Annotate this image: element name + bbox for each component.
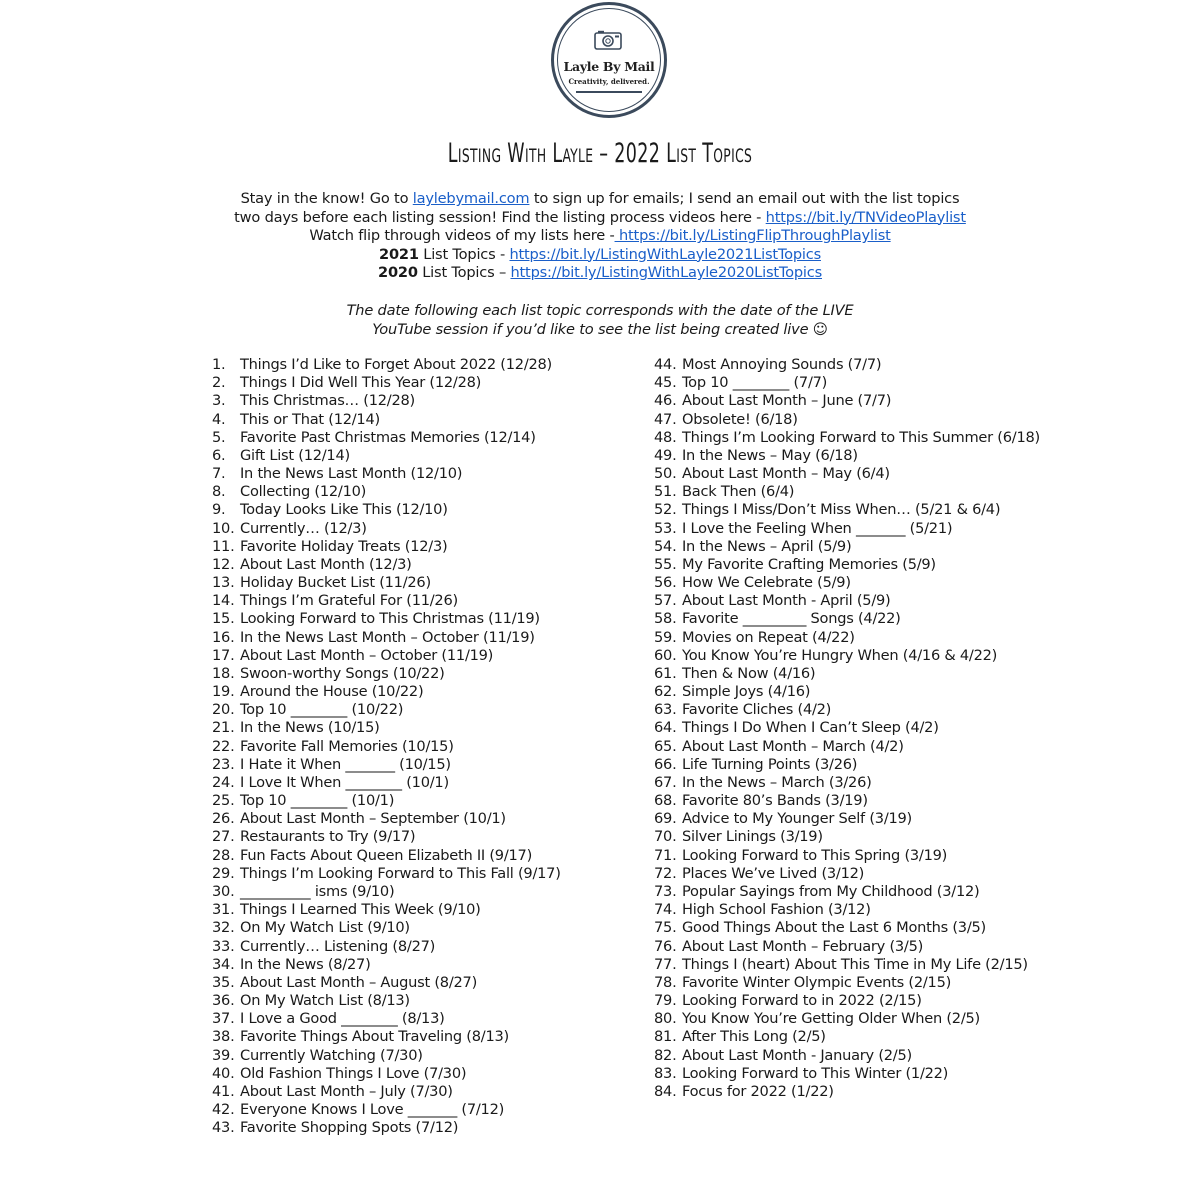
list-item-number: 45. xyxy=(654,374,677,392)
list-item-topic: In the News – May (6/18) xyxy=(682,446,858,464)
list-item-topic: About Last Month – August (8/27) xyxy=(240,973,478,991)
camera-icon xyxy=(594,30,622,50)
list-item-topic: Looking Forward to This Spring (3/19) xyxy=(682,846,948,864)
year-label: 2020 xyxy=(377,264,418,281)
intro-paragraph xyxy=(0,190,1200,283)
list-item-number: 61. xyxy=(654,664,677,682)
list-item-number: 69. xyxy=(654,810,677,828)
list-item-number: 46. xyxy=(654,392,677,410)
list-item-topic: High School Fashion (3/12) xyxy=(682,901,871,919)
list-item-topic: Favorite Fall Memories (10/15) xyxy=(240,737,454,755)
list-item-number: 34. xyxy=(212,955,235,973)
list-item xyxy=(212,447,632,465)
flip-through-playlist-link[interactable]: https://bit.ly/ListingFlipThroughPlaylist xyxy=(614,227,891,244)
list-item xyxy=(212,629,632,647)
list-item xyxy=(654,756,1094,774)
list-item xyxy=(212,556,632,574)
list-item-topic: About Last Month – September (10/1) xyxy=(240,810,506,828)
intro-text: to sign up for emails; I send an email out with the list topics xyxy=(529,190,960,207)
list-item-number: 53. xyxy=(654,519,677,537)
list-item-topic: I Love It When ________ (10/1) xyxy=(240,773,449,791)
list-item-number: 47. xyxy=(654,410,677,428)
list-item xyxy=(654,938,1094,956)
list-item-number: 19. xyxy=(212,683,235,701)
list-item-number: 56. xyxy=(654,574,677,592)
intro-line-3 xyxy=(0,227,1200,246)
list-item-number: 6. xyxy=(212,446,226,464)
list-item-number: 68. xyxy=(654,792,677,810)
list-item-topic: Things I (heart) About This Time in My Life (2/15) xyxy=(682,955,1028,973)
list-item-number: 55. xyxy=(654,555,677,573)
list-item xyxy=(212,847,632,865)
list-item-topic: Movies on Repeat (4/22) xyxy=(682,628,855,646)
list-item-topic: About Last Month – June (7/7) xyxy=(682,392,892,410)
list-item xyxy=(212,738,632,756)
list-item xyxy=(212,429,632,447)
list-item-number: 67. xyxy=(654,773,677,791)
list-item xyxy=(654,1028,1094,1046)
list-item-number: 44. xyxy=(654,356,677,373)
list-item xyxy=(654,392,1094,410)
video-playlist-link[interactable]: https://bit.ly/TNVideoPlaylist xyxy=(765,208,966,226)
list-item-number: 64. xyxy=(654,719,677,737)
topic-list-left xyxy=(212,356,632,1137)
list-item-topic: You Know You’re Hungry When (4/16 & 4/22) xyxy=(682,646,998,664)
list-item xyxy=(212,520,632,538)
list-item-number: 21. xyxy=(212,719,235,737)
list-item xyxy=(212,810,632,828)
list-item-number: 51. xyxy=(654,483,677,501)
list-item-number: 14. xyxy=(212,592,235,610)
intro-line-4 xyxy=(0,246,1200,265)
list-item xyxy=(654,647,1094,665)
list-item-number: 8. xyxy=(212,483,226,501)
list-item xyxy=(654,792,1094,810)
list-item-number: 72. xyxy=(654,864,677,882)
list-item-topic: About Last Month – October (11/19) xyxy=(240,646,494,664)
intro-text: two days before each listing session! Find the listing process videos here - xyxy=(234,208,766,226)
list-item-topic: Favorite Shopping Spots (7/12) xyxy=(240,1119,459,1137)
list-item-number: 41. xyxy=(212,1082,235,1100)
intro-text: Watch flip through videos of my lists here - xyxy=(309,227,615,244)
list-item-topic: Then & Now (4/16) xyxy=(682,664,816,682)
note-line-2: YouTube session if you’d like to see the list being created live ☺ xyxy=(372,320,828,338)
list-item-topic: Things I Learned This Week (9/10) xyxy=(240,901,481,919)
list-item-number: 71. xyxy=(654,846,677,864)
list-item-number: 59. xyxy=(654,628,677,646)
list-item-number: 29. xyxy=(212,864,235,882)
list-item xyxy=(212,501,632,519)
list-item xyxy=(212,883,632,901)
list-item xyxy=(654,411,1094,429)
list-item-topic: Currently Watching (7/30) xyxy=(240,1046,423,1064)
list-item xyxy=(212,992,632,1010)
list-item-topic: After This Long (2/5) xyxy=(682,1028,826,1046)
list-item-topic: Looking Forward to This Christmas (11/19) xyxy=(240,610,540,628)
list-item xyxy=(654,956,1094,974)
list-item xyxy=(654,847,1094,865)
logo xyxy=(551,2,667,118)
list-item-topic: About Last Month – March (4/2) xyxy=(682,737,904,755)
note-line-1: The date following each list topic corresponds with the date of the LIVE xyxy=(346,302,854,319)
list-item-number: 31. xyxy=(212,901,235,919)
list-item-topic: Currently… Listening (8/27) xyxy=(240,937,436,955)
list-item xyxy=(654,465,1094,483)
list-item-topic: In the News (10/15) xyxy=(240,719,380,737)
list-item xyxy=(654,429,1094,447)
list-item-number: 10. xyxy=(212,519,235,537)
list-item xyxy=(212,719,632,737)
list-item-number: 7. xyxy=(212,465,226,483)
list-item-number: 65. xyxy=(654,737,677,755)
list-item xyxy=(654,683,1094,701)
list-item-topic: Gift List (12/14) xyxy=(240,446,350,464)
logo-name: Layle By Mail xyxy=(563,59,655,74)
list-item-topic: About Last Month – May (6/4) xyxy=(682,465,890,483)
list-item xyxy=(212,538,632,556)
list-item-topic: In the News – April (5/9) xyxy=(682,537,852,555)
list-item-topic: Favorite Winter Olympic Events (2/15) xyxy=(682,973,952,991)
list-item-number: 25. xyxy=(212,792,235,810)
list-item-topic: Favorite Past Christmas Memories (12/14) xyxy=(240,428,536,446)
list-item-number: 83. xyxy=(654,1064,677,1082)
list-item xyxy=(654,592,1094,610)
list-item-topic: In the News (8/27) xyxy=(240,955,371,973)
list-item-number: 52. xyxy=(654,501,677,519)
list-item-topic: Top 10 ________ (7/7) xyxy=(682,374,828,392)
list-item-number: 39. xyxy=(212,1046,235,1064)
list-item xyxy=(212,1065,632,1083)
list-item-number: 70. xyxy=(654,828,677,846)
list-item-topic: Top 10 ________ (10/1) xyxy=(240,792,395,810)
list-item-number: 50. xyxy=(654,465,677,483)
list-item xyxy=(212,865,632,883)
list-item-topic: Looking Forward to This Winter (1/22) xyxy=(682,1064,949,1082)
list-item xyxy=(212,610,632,628)
list-item xyxy=(654,701,1094,719)
intro-line-1 xyxy=(0,190,1200,209)
list-item-number: 23. xyxy=(212,755,235,773)
list-item-topic: This Christmas… (12/28) xyxy=(240,392,415,410)
list-item-topic: In the News Last Month – October (11/19) xyxy=(240,628,535,646)
list-item-number: 57. xyxy=(654,592,677,610)
list-item-number: 16. xyxy=(212,628,235,646)
list-item xyxy=(212,1010,632,1028)
list-item xyxy=(212,411,632,429)
list-item xyxy=(212,1028,632,1046)
list-item xyxy=(212,465,632,483)
list-item-number: 84. xyxy=(654,1082,677,1100)
list-item xyxy=(654,520,1094,538)
list-item-topic: Fun Facts About Queen Elizabeth II (9/17) xyxy=(240,846,533,864)
intro-text: List Topics – xyxy=(417,264,511,281)
list-item-number: 77. xyxy=(654,955,677,973)
list-item-topic: About Last Month - January (2/5) xyxy=(682,1046,912,1064)
list-item-topic: This or That (12/14) xyxy=(240,410,380,428)
list-item xyxy=(212,356,632,374)
date-note xyxy=(0,302,1200,339)
intro-text: Stay in the know! Go to xyxy=(240,190,413,207)
list-item-number: 15. xyxy=(212,610,235,628)
list-item xyxy=(654,974,1094,992)
list-item-topic: Favorite Holiday Treats (12/3) xyxy=(240,537,448,555)
list-item xyxy=(654,738,1094,756)
list-item-topic: I Love a Good ________ (8/13) xyxy=(240,1010,445,1028)
list-item-number: 49. xyxy=(654,446,677,464)
list-item xyxy=(212,774,632,792)
list-item-topic: Holiday Bucket List (11/26) xyxy=(240,574,431,592)
list-item-topic: I Love the Feeling When _______ (5/21) xyxy=(682,519,953,537)
list-item xyxy=(212,592,632,610)
list-item-number: 3. xyxy=(212,392,226,410)
list-item-topic: Simple Joys (4/16) xyxy=(682,683,811,701)
year-label: 2021 xyxy=(379,245,419,263)
list-item-number: 27. xyxy=(212,828,235,846)
list-item xyxy=(212,1101,632,1119)
list-item xyxy=(212,665,632,683)
list-item-number: 4. xyxy=(212,410,226,428)
list-item-topic: Around the House (10/22) xyxy=(240,683,424,701)
list-item-number: 22. xyxy=(212,737,235,755)
list-item-number: 17. xyxy=(212,646,235,664)
list-item xyxy=(212,574,632,592)
list-item-topic: About Last Month – July (7/30) xyxy=(240,1082,453,1100)
list-item xyxy=(212,1047,632,1065)
list-item-topic: Things I’m Looking Forward to This Fall (9/17) xyxy=(240,864,561,882)
list-item-number: 73. xyxy=(654,882,677,900)
list-item-topic: Today Looks Like This (12/10) xyxy=(240,501,448,519)
list-item-number: 38. xyxy=(212,1028,235,1046)
list-item-number: 9. xyxy=(212,501,226,519)
list-item-topic: Silver Linings (3/19) xyxy=(682,828,823,846)
laylebymail-link[interactable]: laylebymail.com xyxy=(412,190,530,207)
list-item xyxy=(212,901,632,919)
list-item-topic: Things I’m Grateful For (11/26) xyxy=(240,592,458,610)
list-item-topic: Things I Miss/Don’t Miss When… (5/21 & 6/4) xyxy=(682,501,1001,519)
list-item-topic: I Hate it When _______ (10/15) xyxy=(240,755,451,773)
list-item-topic: Favorite _________ Songs (4/22) xyxy=(682,610,901,628)
list-item xyxy=(212,374,632,392)
list-item-number: 24. xyxy=(212,773,235,791)
list-item xyxy=(654,919,1094,937)
list-item xyxy=(212,938,632,956)
list-item-number: 13. xyxy=(212,574,235,592)
list-item-number: 82. xyxy=(654,1046,677,1064)
list-item-topic: Life Turning Points (3/26) xyxy=(682,755,858,773)
list-item-topic: Obsolete! (6/18) xyxy=(682,410,798,428)
list-item-number: 79. xyxy=(654,992,677,1010)
list-item xyxy=(654,1047,1094,1065)
list-item-number: 48. xyxy=(654,428,677,446)
list-item xyxy=(654,447,1094,465)
list-item-topic: About Last Month (12/3) xyxy=(240,555,412,573)
list-item-topic: How We Celebrate (5/9) xyxy=(682,574,851,592)
list-item xyxy=(212,392,632,410)
list-item xyxy=(654,574,1094,592)
list-item-number: 20. xyxy=(212,701,235,719)
list-item xyxy=(212,756,632,774)
intro-text: List Topics - xyxy=(418,245,510,263)
list-item xyxy=(212,647,632,665)
list-item-number: 26. xyxy=(212,810,235,828)
list-item xyxy=(654,828,1094,846)
list-item-topic: Popular Sayings from My Childhood (3/12) xyxy=(682,882,980,900)
list-item-number: 60. xyxy=(654,646,677,664)
list-item-topic: Most Annoying Sounds (7/7) xyxy=(682,356,882,373)
list-item-topic: My Favorite Crafting Memories (5/9) xyxy=(682,555,936,573)
list-item-topic: About Last Month – February (3/5) xyxy=(682,937,924,955)
list-item-number: 54. xyxy=(654,537,677,555)
list-item-number: 81. xyxy=(654,1028,677,1046)
list-item xyxy=(654,374,1094,392)
list-item-topic: Things I Did Well This Year (12/28) xyxy=(240,374,482,392)
list-item xyxy=(654,629,1094,647)
list-item-number: 33. xyxy=(212,937,235,955)
list-item-topic: Things I’m Looking Forward to This Summer (6/18) xyxy=(682,428,1040,446)
list-item xyxy=(212,956,632,974)
list-item-topic: You Know You’re Getting Older When (2/5) xyxy=(682,1010,980,1028)
list-item xyxy=(654,501,1094,519)
intro-line-2 xyxy=(0,209,1200,228)
list-item-topic: Swoon-worthy Songs (10/22) xyxy=(240,664,445,682)
topics-2021-link[interactable]: https://bit.ly/ListingWithLayle2021ListTopics xyxy=(509,245,821,263)
list-item-topic: In the News – March (3/26) xyxy=(682,773,872,791)
list-item xyxy=(212,919,632,937)
list-item xyxy=(654,610,1094,628)
list-item-topic: Focus for 2022 (1/22) xyxy=(682,1082,834,1100)
list-item-number: 43. xyxy=(212,1119,235,1137)
list-item-topic: Currently… (12/3) xyxy=(240,519,367,537)
list-item-number: 18. xyxy=(212,664,235,682)
list-item-topic: In the News Last Month (12/10) xyxy=(240,465,463,483)
list-item-number: 11. xyxy=(212,537,235,555)
list-item-topic: Things I’d Like to Forget About 2022 (12/28) xyxy=(240,356,553,373)
list-item-topic: Advice to My Younger Self (3/19) xyxy=(682,810,912,828)
list-item-number: 75. xyxy=(654,919,677,937)
list-item-number: 40. xyxy=(212,1064,235,1082)
logo-tagline: Creativity, delivered. xyxy=(568,77,650,86)
list-item-topic: Things I Do When I Can’t Sleep (4/2) xyxy=(682,719,939,737)
logo-divider xyxy=(576,91,642,93)
list-item-topic: On My Watch List (9/10) xyxy=(240,919,410,937)
topics-2020-link[interactable]: https://bit.ly/ListingWithLayle2020ListTopics xyxy=(510,264,822,281)
list-item-topic: On My Watch List (8/13) xyxy=(240,992,410,1010)
list-item-topic: Good Things About the Last 6 Months (3/5) xyxy=(682,919,986,937)
topic-list-right xyxy=(654,356,1094,1101)
list-item xyxy=(654,1065,1094,1083)
list-item-topic: Places We’ve Lived (3/12) xyxy=(682,864,865,882)
list-item xyxy=(654,901,1094,919)
list-item xyxy=(654,556,1094,574)
list-item-number: 76. xyxy=(654,937,677,955)
list-item xyxy=(212,683,632,701)
list-item xyxy=(654,1083,1094,1101)
list-item-topic: Top 10 ________ (10/22) xyxy=(240,701,404,719)
list-item-topic: Favorite Things About Traveling (8/13) xyxy=(240,1028,509,1046)
list-item-number: 12. xyxy=(212,555,235,573)
list-item xyxy=(212,792,632,810)
list-item-number: 35. xyxy=(212,973,235,991)
list-item-number: 62. xyxy=(654,683,677,701)
list-item-number: 28. xyxy=(212,846,235,864)
list-item-number: 74. xyxy=(654,901,677,919)
list-item-number: 5. xyxy=(212,428,226,446)
list-item xyxy=(654,774,1094,792)
list-item-number: 36. xyxy=(212,992,235,1010)
page-title: Listing With Layle – 2022 List Topics xyxy=(447,138,753,169)
list-item xyxy=(212,483,632,501)
list-item xyxy=(212,1083,632,1101)
list-item-number: 66. xyxy=(654,755,677,773)
list-item xyxy=(654,538,1094,556)
list-item-topic: About Last Month - April (5/9) xyxy=(682,592,891,610)
list-item-number: 58. xyxy=(654,610,677,628)
list-item-topic: Old Fashion Things I Love (7/30) xyxy=(240,1064,467,1082)
list-item-number: 37. xyxy=(212,1010,235,1028)
list-item xyxy=(654,883,1094,901)
list-item xyxy=(654,483,1094,501)
list-item-topic: Looking Forward to in 2022 (2/15) xyxy=(682,992,922,1010)
list-item-number: 80. xyxy=(654,1010,677,1028)
list-item-number: 32. xyxy=(212,919,235,937)
list-item-number: 30. xyxy=(212,882,235,900)
list-item-number: 78. xyxy=(654,973,677,991)
list-item-number: 42. xyxy=(212,1101,235,1119)
list-item xyxy=(654,810,1094,828)
list-item xyxy=(212,828,632,846)
list-item-number: 1. xyxy=(212,356,226,373)
list-item xyxy=(212,1119,632,1137)
list-item xyxy=(212,974,632,992)
list-item xyxy=(654,865,1094,883)
list-item-topic: __________ isms (9/10) xyxy=(240,882,395,900)
list-item-topic: Collecting (12/10) xyxy=(240,483,367,501)
list-item xyxy=(654,665,1094,683)
list-item-topic: Everyone Knows I Love _______ (7/12) xyxy=(240,1101,505,1119)
list-item xyxy=(654,356,1094,374)
list-item xyxy=(654,1010,1094,1028)
list-item xyxy=(654,992,1094,1010)
list-item-topic: Favorite 80’s Bands (3/19) xyxy=(682,792,868,810)
list-item xyxy=(654,719,1094,737)
list-item-number: 63. xyxy=(654,701,677,719)
list-item-topic: Back Then (6/4) xyxy=(682,483,795,501)
list-item-number: 2. xyxy=(212,374,226,392)
list-item-topic: Favorite Cliches (4/2) xyxy=(682,701,832,719)
intro-line-5 xyxy=(0,264,1200,283)
list-item xyxy=(212,701,632,719)
list-item-topic: Restaurants to Try (9/17) xyxy=(240,828,416,846)
